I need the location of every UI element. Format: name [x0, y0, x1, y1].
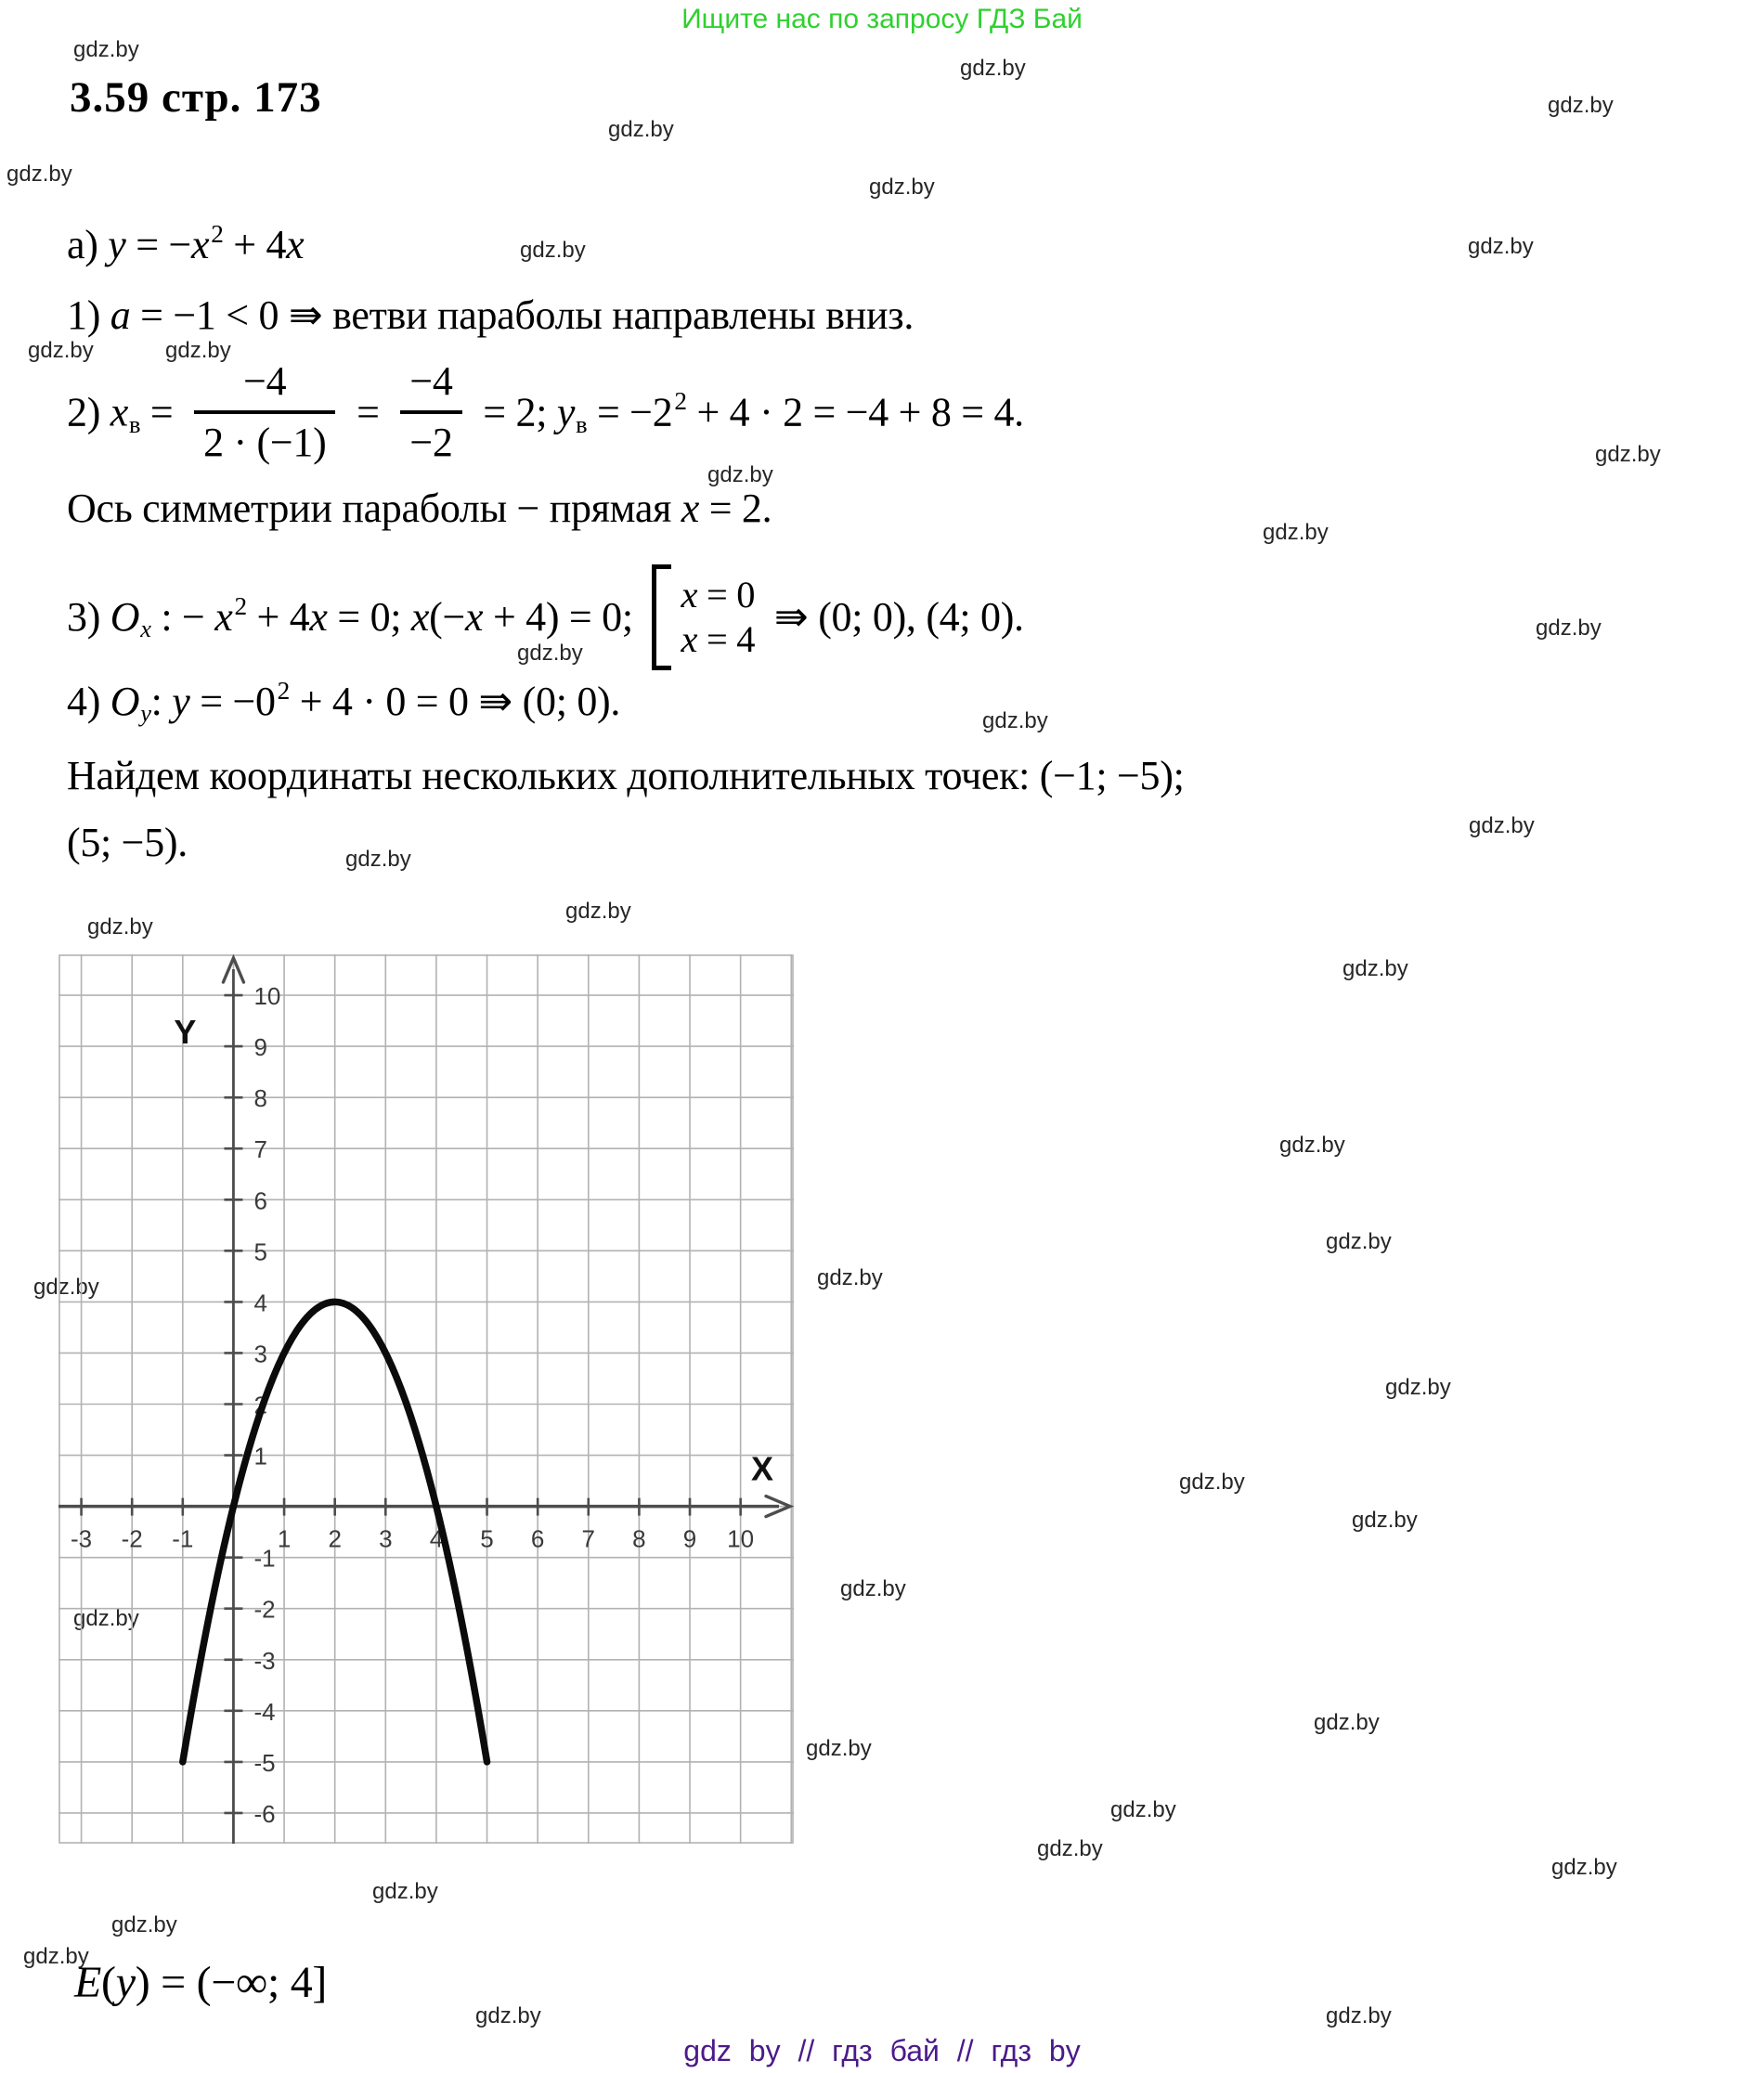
- exercise-title: 3.59 стр. 173: [70, 73, 322, 122]
- y-tick-label: 5: [253, 1237, 267, 1266]
- watermark: gdz.by: [565, 899, 631, 924]
- promo-banner: Ищите нас по запросу ГДЗ Бай: [681, 4, 1083, 34]
- watermark: gdz.by: [1037, 1836, 1103, 1861]
- watermark: gdz.by: [869, 175, 935, 200]
- watermark: gdz.by: [517, 641, 583, 666]
- watermark: gdz.by: [1548, 93, 1614, 118]
- watermark: gdz.by: [165, 338, 231, 363]
- watermark: gdz.by: [28, 338, 94, 363]
- solution-line-points-1: Найдем координаты нескольких дополнительных точек: (−1; −5);: [67, 753, 1185, 798]
- watermark: gdz.by: [33, 1275, 99, 1300]
- y-tick-label: 7: [253, 1135, 267, 1164]
- y-tick-label: -4: [253, 1697, 276, 1726]
- watermark: gdz.by: [475, 2003, 541, 2028]
- range-line: E(y) = (−∞; 4]: [74, 1958, 328, 2007]
- watermark: gdz.by: [1326, 1229, 1392, 1254]
- x-tick-label: -3: [71, 1524, 93, 1553]
- x-tick-label: 8: [632, 1524, 646, 1553]
- watermark: gdz.by: [1342, 956, 1408, 981]
- fraction: $\frac{-4}{2 \cdot (-1)}$: [194, 360, 335, 464]
- y-tick-label: 3: [253, 1340, 267, 1368]
- x-tick-label: 2: [328, 1524, 342, 1553]
- watermark: gdz.by: [73, 37, 139, 62]
- y-tick-label: 8: [253, 1084, 267, 1113]
- system-bracket: [652, 564, 671, 670]
- solution-line-axis: Ось симметрии параболы − прямая x = 2.: [67, 486, 772, 531]
- watermark: gdz.by: [1595, 442, 1661, 467]
- y-tick-label: 9: [253, 1033, 267, 1062]
- y-tick-label: 10: [253, 982, 281, 1011]
- watermark: gdz.by: [6, 162, 72, 187]
- watermark: gdz.by: [111, 1912, 177, 1937]
- footer-text: gdz by // гдз бай // гдз by: [683, 2034, 1081, 2067]
- graph: [58, 954, 794, 1844]
- watermark: gdz.by: [1551, 1855, 1617, 1880]
- x-tick-label: 7: [581, 1524, 596, 1553]
- watermark: gdz.by: [608, 117, 674, 142]
- y-tick-label: -6: [253, 1799, 276, 1828]
- fraction: $\frac{-4}{-2}$: [400, 360, 461, 464]
- watermark: gdz.by: [345, 847, 411, 872]
- watermark: gdz.by: [1352, 1508, 1418, 1533]
- solution-line-2: 2) xв = $\frac{-4}{2 \cdot (-1)}$ = $\frac{-4}{-2}$ = 2; yв = $-2^2 + 4 \cdot 2 = -4 + 8 = 4$.: [67, 358, 1024, 466]
- watermark: gdz.by: [1469, 813, 1535, 838]
- y-tick-label: 6: [253, 1186, 267, 1215]
- watermark: gdz.by: [87, 914, 153, 939]
- x-tick-label: 10: [727, 1524, 755, 1553]
- watermark: gdz.by: [840, 1576, 906, 1601]
- x-tick-label: 5: [480, 1524, 494, 1553]
- watermark: gdz.by: [806, 1736, 872, 1761]
- watermark: gdz.by: [1468, 234, 1534, 259]
- solution-line-3: 3) Ox : − $x^2 + 4x = 0$; x(−x + 4) = 0; x = 0 x = 4 ⇛ (0; 0), (4; 0).: [67, 568, 1024, 674]
- watermark: gdz.by: [73, 1606, 139, 1631]
- x-tick-label: -2: [121, 1524, 143, 1553]
- watermark: gdz.by: [1263, 520, 1329, 545]
- watermark: gdz.by: [1536, 615, 1602, 641]
- watermark: gdz.by: [1110, 1797, 1176, 1822]
- watermark: gdz.by: [1385, 1375, 1451, 1400]
- x-tick-label: 6: [530, 1524, 545, 1553]
- y-axis-label: Y: [174, 1013, 197, 1051]
- y-tick-label: 4: [253, 1289, 267, 1317]
- y-tick-label: -2: [253, 1595, 276, 1624]
- x-tick-label: 9: [682, 1524, 697, 1553]
- solution-line-1: 1) a = −1 < 0 ⇛ ветви параболы направлены вниз.: [67, 292, 914, 338]
- solution-line-4: 4) Oy: $y = -0^2 + 4 \cdot 0 = 0$ ⇛ (0; 0).: [67, 677, 621, 728]
- y-tick-label: 2: [253, 1391, 267, 1419]
- watermark: gdz.by: [520, 238, 586, 263]
- watermark: gdz.by: [982, 708, 1048, 733]
- x-tick-label: -1: [172, 1524, 194, 1553]
- coordinate-plane: [58, 954, 794, 1844]
- y-tick-label: -5: [253, 1748, 276, 1777]
- watermark: gdz.by: [817, 1265, 883, 1290]
- x-tick-label: 1: [277, 1524, 292, 1553]
- solution-line-a: а) $y = -x^2 + 4x$: [67, 220, 305, 267]
- watermark: gdz.by: [1314, 1710, 1380, 1735]
- watermark: gdz.by: [707, 462, 773, 487]
- watermark: gdz.by: [960, 56, 1026, 81]
- watermark: gdz.by: [1279, 1133, 1345, 1158]
- y-tick-label: 1: [253, 1442, 267, 1471]
- x-tick-label: 4: [429, 1524, 444, 1553]
- x-axis-label: X: [750, 1449, 774, 1488]
- watermark: gdz.by: [1179, 1470, 1245, 1495]
- y-tick-label: -3: [253, 1646, 276, 1675]
- x-tick-label: 3: [379, 1524, 393, 1553]
- watermark: gdz.by: [372, 1879, 438, 1904]
- equation-system: x = 0 x = 4: [652, 564, 755, 670]
- grid-border: [59, 955, 793, 1843]
- watermark: gdz.by: [1326, 2003, 1392, 2028]
- solution-line-points-2: (5; −5).: [67, 820, 188, 865]
- y-tick-label: -1: [253, 1544, 276, 1573]
- watermark: gdz.by: [23, 1944, 89, 1969]
